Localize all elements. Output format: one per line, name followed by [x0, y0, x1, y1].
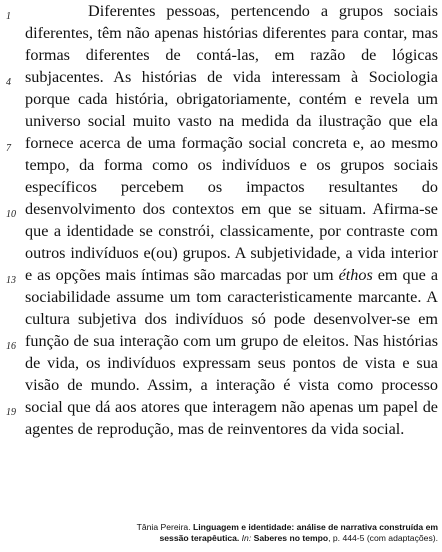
text-line: formas diferentes de contá-las, em razão de lógicas: [25, 46, 438, 64]
text-line: tempo, da forma como os indivíduos e os grupos sociais: [25, 156, 438, 174]
text-line: fornece acerca de uma formação social concreta e, ao mesmo: [25, 134, 438, 152]
text-line: sociabilidade assume um tom caracteristicamente marcante. A: [25, 288, 438, 306]
text-line: outros indivíduos e(ou) grupos. A subjetividade, a vida interior: [25, 244, 438, 262]
text-segment: e as opções mais íntimas são marcadas por um: [25, 266, 339, 284]
text-segment: em que a: [372, 266, 439, 284]
citation-in-label: In:: [241, 533, 252, 543]
text-line: que a identidade se constrói, classicamente, por contraste com: [25, 222, 438, 240]
text-line: porque cada história, obrigatoriamente, contém e revela um: [25, 90, 438, 108]
text-line: Diferentes pessoas, pertencendo a grupos sociais: [88, 2, 438, 20]
citation-title: Linguagem e identidade: análise de narrativa construída em sessão terapêutica.: [159, 522, 438, 543]
line-number: 10: [6, 209, 16, 220]
text-line: social que dá aos atores que interagem não apenas um papel de: [25, 398, 438, 416]
line-number: 4: [6, 77, 11, 88]
text-line: diferentes, têm não apenas histórias diferentes para contar, mas: [25, 24, 438, 42]
text-line: específicos percebem os impactos resultantes do: [25, 178, 438, 196]
citation-book: Saberes no tempo: [253, 533, 329, 543]
text-line: de vida, os indivíduos expressam seus pontos de vista e sua: [25, 354, 438, 372]
citation-pages: , p. 444-5 (com adaptações).: [328, 533, 438, 543]
italic-term: éthos: [338, 266, 373, 284]
line-number: 13: [6, 275, 16, 286]
source-citation: [120, 522, 438, 544]
text-line: [25, 264, 438, 286]
line-number: 7: [6, 143, 11, 154]
text-line: visão de mundo. Assim, a interação é vista como processo: [25, 376, 438, 394]
text-line: cultura subjetiva dos indivíduos só pode desenvolver-se em: [25, 310, 438, 328]
text-line: universo social muito vasto na medida da ilustração que ela: [25, 112, 438, 130]
text-line: desenvolvimento dos contextos em que se situam. Afirma-se: [25, 200, 438, 218]
text-line: agentes de reprodução, mas de reinventores da vida social.: [25, 420, 405, 438]
text-line: subjacentes. As histórias de vida interessam à Sociologia: [25, 68, 438, 86]
text-line: função de sua interação com um grupo de eleitos. Nas histórias: [25, 332, 438, 350]
line-number: 1: [6, 11, 11, 22]
citation-author: Tânia Pereira.: [136, 522, 191, 532]
line-number: 19: [6, 407, 16, 418]
line-number: 16: [6, 341, 16, 352]
